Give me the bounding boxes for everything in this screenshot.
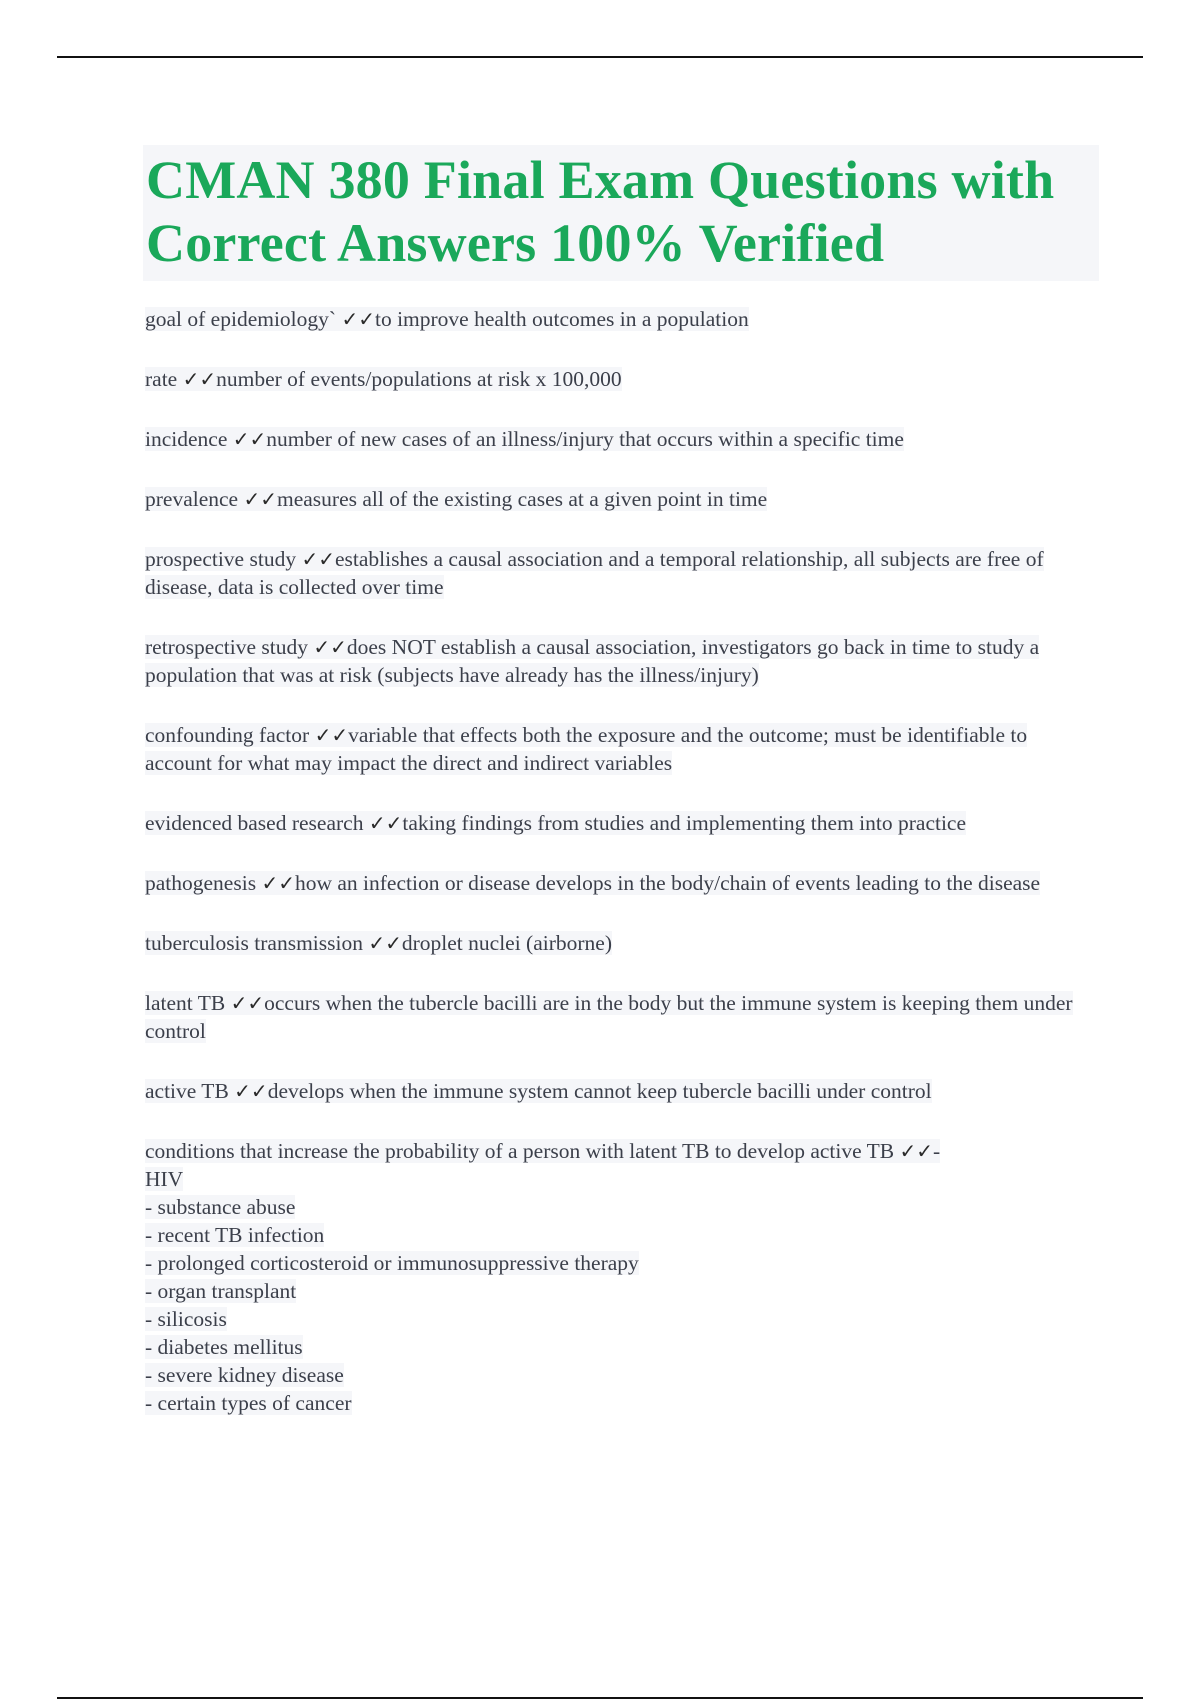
qa-item: goal of epidemiology` ✓✓to improve health outcomes in a population	[145, 307, 749, 331]
double-check-icon: ✓✓	[314, 723, 349, 747]
qa-item: retrospective study ✓✓does NOT establish a causal association, investigators go back in time to study a population that was at risk (subjects have already has the illness/injury)	[145, 635, 1040, 687]
qa-item: evidenced based research ✓✓taking findings from studies and implementing them into practice	[145, 811, 967, 835]
qa-item: pathogenesis ✓✓how an infection or disease develops in the body/chain of events leading to the disease	[145, 871, 1041, 895]
double-check-icon: ✓✓	[341, 307, 375, 331]
double-check-icon: ✓✓	[301, 547, 335, 571]
qa-item: rate ✓✓number of events/populations at risk x 100,000	[145, 367, 622, 391]
double-check-icon: ✓✓	[899, 1139, 934, 1163]
qa-list	[145, 305, 1095, 1449]
qa-item: prospective study ✓✓establishes a causal association and a temporal relationship, all subjects are free of disease, data is collected over time	[145, 547, 1044, 599]
top-rule	[57, 56, 1143, 58]
double-check-icon: ✓✓	[368, 811, 403, 835]
bottom-rule	[57, 1697, 1143, 1699]
double-check-icon: ✓✓	[261, 871, 295, 895]
double-check-icon: ✓✓	[313, 635, 347, 659]
double-check-icon: ✓✓	[234, 1079, 268, 1103]
qa-item: active TB ✓✓develops when the immune system cannot keep tubercle bacilli under control	[145, 1079, 932, 1103]
qa-item-list: conditions that increase the probability of a person with latent TB to develop active TB ✓✓- HIV - substance abuse - recent TB infection - prolonged corticosteroid or immunosuppressive therapy - organ transplant - silicosis - diabetes mellitus - severe kidney disease - certain types of cancer	[145, 1139, 941, 1415]
qa-item: latent TB ✓✓occurs when the tubercle bacilli are in the body but the immune system is keeping them under control	[145, 991, 1073, 1043]
document-title: CMAN 380 Final Exam Questions with Correct Answers 100% Verified	[146, 150, 1055, 273]
double-check-icon: ✓✓	[232, 427, 267, 451]
double-check-icon: ✓✓	[243, 487, 277, 511]
double-check-icon: ✓✓	[368, 931, 402, 955]
qa-item: confounding factor ✓✓variable that effects both the exposure and the outcome; must be identifiable to account for what may impact the direct and indirect variables	[145, 723, 1028, 775]
qa-item: incidence ✓✓number of new cases of an illness/injury that occurs within a specific time	[145, 427, 904, 451]
double-check-icon: ✓✓	[182, 367, 217, 391]
qa-item: tuberculosis transmission ✓✓droplet nuclei (airborne)	[145, 931, 613, 955]
title-block	[143, 145, 1099, 281]
qa-item: prevalence ✓✓measures all of the existing cases at a given point in time	[145, 487, 768, 511]
double-check-icon: ✓✓	[230, 991, 265, 1015]
